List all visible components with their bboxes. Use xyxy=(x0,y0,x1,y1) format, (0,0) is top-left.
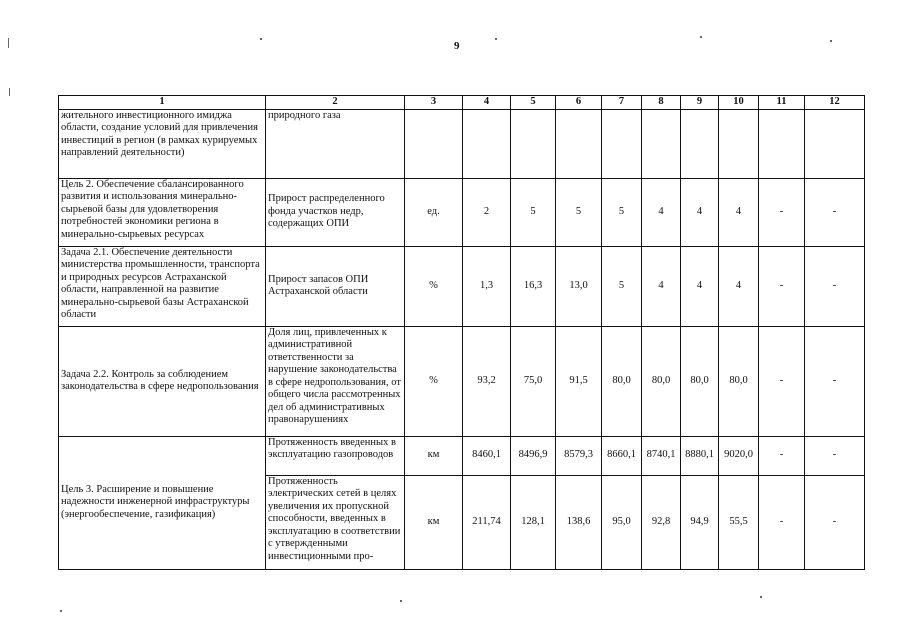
indicator-cell: Протяженность электрических сетей в целях увеличения их пропускной способности, введенных в эксплуатацию в соответствии с утвержденными инвестиционными про- xyxy=(266,475,405,569)
scan-speck xyxy=(495,38,497,40)
value-cell: 9020,0 xyxy=(719,436,759,475)
table-row xyxy=(59,109,865,178)
column-header: 1 xyxy=(59,96,266,110)
value-cell xyxy=(602,109,642,178)
value-cell xyxy=(681,109,719,178)
column-header: 11 xyxy=(759,96,805,110)
value-cell: 8740,1 xyxy=(642,436,681,475)
column-header: 2 xyxy=(266,96,405,110)
value-cell: 80,0 xyxy=(681,326,719,436)
unit-cell: км xyxy=(405,436,463,475)
goal-cell: Задача 2.2. Контроль за соблюдением законодательства в сфере недропользования xyxy=(59,326,266,436)
scan-speck xyxy=(400,600,402,602)
indicator-cell: природного газа xyxy=(266,109,405,178)
value-cell: 93,2 xyxy=(463,326,511,436)
value-cell: - xyxy=(759,178,805,246)
column-header: 10 xyxy=(719,96,759,110)
value-cell: 138,6 xyxy=(556,475,602,569)
value-cell: 92,8 xyxy=(642,475,681,569)
value-cell: 1,3 xyxy=(463,246,511,326)
value-cell: - xyxy=(759,436,805,475)
table-row xyxy=(59,246,865,326)
scan-speck xyxy=(760,596,762,598)
goal-cell: Цель 3. Расширение и повышение надежности инженерной инфраструктуры (энергообеспечение, газификация) xyxy=(59,436,266,569)
value-cell: 8660,1 xyxy=(602,436,642,475)
indicator-cell: Прирост распределенного фонда участков недр, содержащих ОПИ xyxy=(266,178,405,246)
value-cell: - xyxy=(759,475,805,569)
table-row xyxy=(59,326,865,436)
value-cell xyxy=(511,109,556,178)
value-cell xyxy=(719,109,759,178)
value-cell: 4 xyxy=(719,178,759,246)
indicator-cell: Прирост запасов ОПИ Астраханской области xyxy=(266,246,405,326)
page-number: 9 xyxy=(454,40,460,52)
indicator-cell: Протяженность введенных в эксплуатацию газопроводов xyxy=(266,436,405,475)
column-header: 3 xyxy=(405,96,463,110)
unit-cell xyxy=(405,109,463,178)
value-cell: 80,0 xyxy=(642,326,681,436)
value-cell xyxy=(759,109,805,178)
value-cell: 91,5 xyxy=(556,326,602,436)
value-cell: 2 xyxy=(463,178,511,246)
value-cell xyxy=(556,109,602,178)
value-cell: 95,0 xyxy=(602,475,642,569)
scan-speck xyxy=(700,36,702,38)
value-cell: 8460,1 xyxy=(463,436,511,475)
goal-cell: Цель 2. Обеспечение сбалансированного развития и использования минерально-сырьевой базы для удовлетворения потребностей экономики региона в минерально-сырьевых ресурсах xyxy=(59,178,266,246)
indicator-cell: Доля лиц, привлеченных к административной ответственности за нарушение законодательства в сфере недропользования, от общего числа рассмотренных дел об административных правонарушениях xyxy=(266,326,405,436)
column-header: 4 xyxy=(463,96,511,110)
value-cell: 8880,1 xyxy=(681,436,719,475)
unit-cell: % xyxy=(405,246,463,326)
column-header: 7 xyxy=(602,96,642,110)
value-cell: 8579,3 xyxy=(556,436,602,475)
value-cell: 5 xyxy=(511,178,556,246)
value-cell: - xyxy=(805,475,865,569)
column-header: 9 xyxy=(681,96,719,110)
table-row xyxy=(59,178,865,246)
scan-speck xyxy=(830,40,832,42)
unit-cell: км xyxy=(405,475,463,569)
value-cell: - xyxy=(759,326,805,436)
indicators-table xyxy=(58,95,865,570)
scan-speck xyxy=(260,38,262,40)
value-cell: 80,0 xyxy=(602,326,642,436)
value-cell: 75,0 xyxy=(511,326,556,436)
value-cell: 128,1 xyxy=(511,475,556,569)
column-header: 5 xyxy=(511,96,556,110)
table-row xyxy=(59,436,865,475)
value-cell xyxy=(642,109,681,178)
value-cell: 16,3 xyxy=(511,246,556,326)
unit-cell: ед. xyxy=(405,178,463,246)
scan-speck xyxy=(9,88,10,96)
value-cell: 4 xyxy=(642,178,681,246)
value-cell: 5 xyxy=(556,178,602,246)
goal-cell: жительного инвестиционного имиджа области, создание условий для привлечения инвестиций в регион (в рамках курируемых направлений деятельности) xyxy=(59,109,266,178)
value-cell: 13,0 xyxy=(556,246,602,326)
value-cell: 4 xyxy=(642,246,681,326)
column-header: 8 xyxy=(642,96,681,110)
column-header: 6 xyxy=(556,96,602,110)
value-cell: 211,74 xyxy=(463,475,511,569)
value-cell: 4 xyxy=(681,246,719,326)
value-cell xyxy=(805,109,865,178)
value-cell xyxy=(463,109,511,178)
unit-cell: % xyxy=(405,326,463,436)
table-header-row xyxy=(59,96,865,110)
column-header: 12 xyxy=(805,96,865,110)
value-cell: 4 xyxy=(719,246,759,326)
value-cell: 80,0 xyxy=(719,326,759,436)
value-cell: 4 xyxy=(681,178,719,246)
value-cell: - xyxy=(805,326,865,436)
value-cell: - xyxy=(759,246,805,326)
value-cell: - xyxy=(805,178,865,246)
value-cell: 8496,9 xyxy=(511,436,556,475)
scan-speck xyxy=(60,610,62,612)
goal-cell: Задача 2.1. Обеспечение деятельности министерства промышленности, транспорта и природных ресурсов Астраханской области, направленной на развитие минерально-сырьевой базы Астраханской области xyxy=(59,246,266,326)
value-cell: 55,5 xyxy=(719,475,759,569)
value-cell: 5 xyxy=(602,246,642,326)
value-cell: - xyxy=(805,436,865,475)
value-cell: 5 xyxy=(602,178,642,246)
value-cell: 94,9 xyxy=(681,475,719,569)
value-cell: - xyxy=(805,246,865,326)
scan-speck xyxy=(8,38,9,48)
